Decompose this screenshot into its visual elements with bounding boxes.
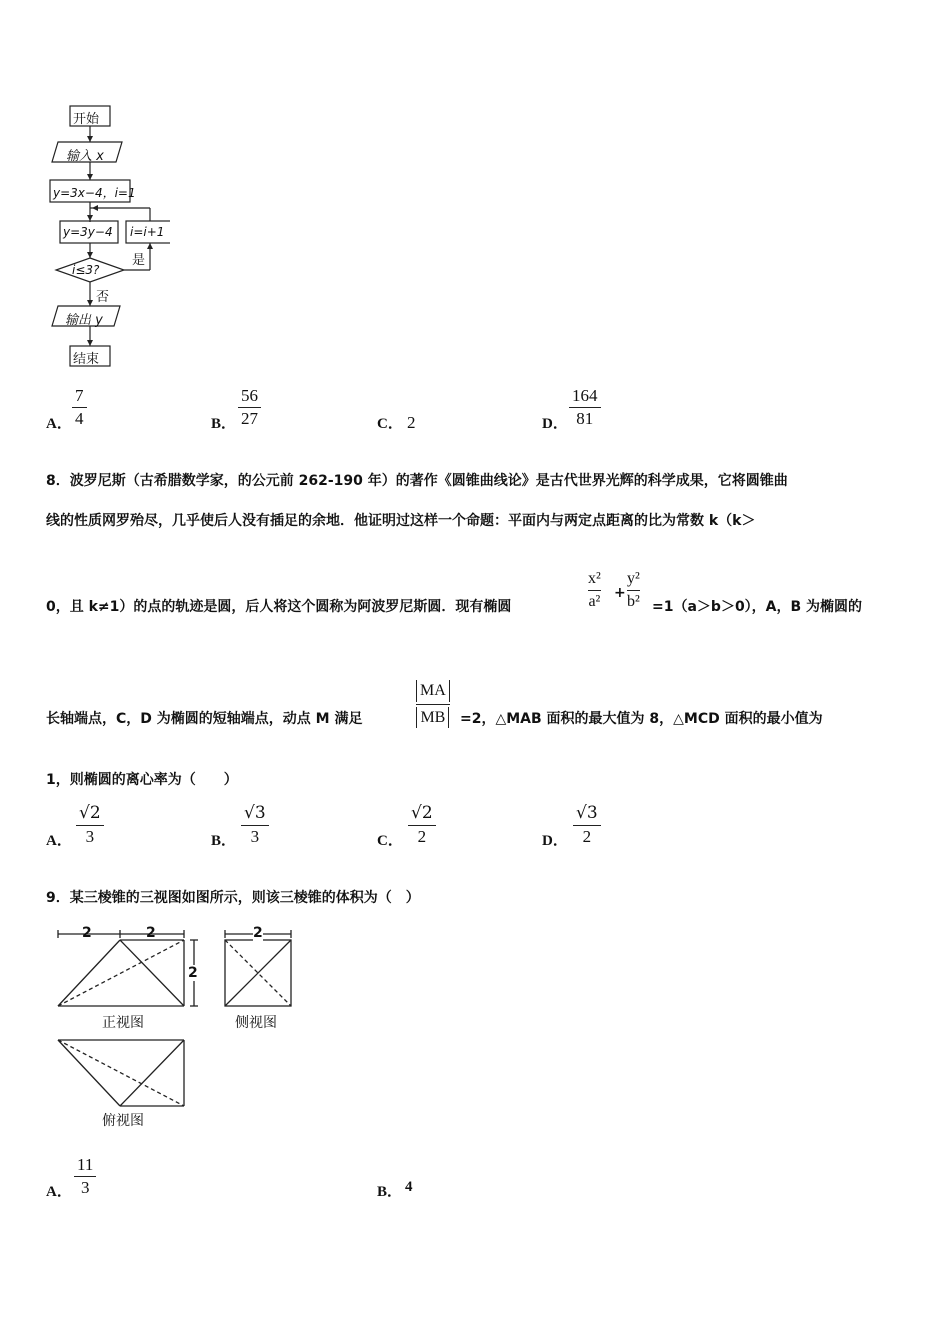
q7-option-d-label: D． <box>542 416 568 432</box>
q8-option-b-label: B． <box>211 833 237 849</box>
flow-input: 输入 x <box>66 149 104 164</box>
ratio-ma-mb: MA MB <box>416 680 450 728</box>
flow-yes: 是 <box>132 253 146 268</box>
q9-question: 9．某三棱锥的三视图如图所示，则该三棱锥的体积为（ ） <box>46 890 420 906</box>
q7-option-b-value: 56 27 <box>238 386 261 428</box>
flow-output: 输出 y <box>65 313 103 328</box>
top-view-label: 俯视图 <box>102 1113 144 1129</box>
q8-line-2: 线的性质网罗殆尽，几乎使后人没有插足的余地．他证明过这样一个命题：平面内与两定点距离的比为常数 k（k＞ <box>46 513 756 529</box>
q8-option-d-label: D． <box>542 833 568 849</box>
three-view-figure <box>50 922 310 1132</box>
q9-option-b-label: B． <box>377 1184 403 1200</box>
q8-option-b-value: √3 3 <box>241 804 269 846</box>
flow-cond: i≤3? <box>72 263 100 277</box>
q8-line-3a: 0，且 k≠1）的点的轨迹是圆，后人将这个圆称为阿波罗尼斯圆．现有椭圆 <box>46 599 512 615</box>
q7-option-c-label: C． <box>377 416 403 432</box>
q9-option-a-value: 11 3 <box>74 1155 96 1197</box>
q7-option-d-value: 164 81 <box>569 386 601 428</box>
ellipse-plus: + <box>614 585 626 601</box>
flow-inc: i=i+1 <box>130 225 165 239</box>
q8-line-3b: =1（a＞b＞0），A，B 为椭圆的 <box>652 599 863 615</box>
q8-line-1: 8．波罗尼斯（古希腊数学家，的公元前 262-190 年）的著作《圆锥曲线论》是古代世界光辉的科学成果，它将圆锥曲 <box>46 473 788 489</box>
flow-start: 开始 <box>73 112 100 127</box>
q9-option-b-value: 4 <box>405 1179 413 1195</box>
q8-option-c-label: C． <box>377 833 403 849</box>
flowchart <box>40 100 170 375</box>
q7-option-a-label: A． <box>46 416 72 432</box>
flow-init: y=3x−4，i=1 <box>53 186 136 200</box>
q7-option-a-value: 7 4 <box>72 386 87 428</box>
ellipse-x-term: x² a² <box>588 570 601 610</box>
ellipse-y-term: y² b² <box>627 570 640 610</box>
q8-line-4a: 长轴端点，C，D 为椭圆的短轴端点，动点 M 满足 <box>46 711 363 727</box>
dim-front-height: 2 <box>188 965 198 981</box>
dim-side-width: 2 <box>253 925 263 941</box>
q8-line-5: 1，则椭圆的离心率为（ ） <box>46 772 238 788</box>
flow-no: 否 <box>96 290 110 305</box>
q8-option-a-value: √2 3 <box>76 804 104 846</box>
side-view-label: 侧视图 <box>235 1015 277 1031</box>
dim-front-left: 2 <box>82 925 92 941</box>
q7-option-c-value: 2 <box>407 413 416 432</box>
q8-option-a-label: A． <box>46 833 72 849</box>
q8-option-d-value: √3 2 <box>573 804 601 846</box>
q8-line-4b: =2，△MAB 面积的最大值为 8，△MCD 面积的最小值为 <box>460 711 823 727</box>
flow-end: 结束 <box>73 352 100 367</box>
dim-front-right: 2 <box>146 925 156 941</box>
q9-option-a-label: A． <box>46 1184 72 1200</box>
q7-option-b-label: B． <box>211 416 237 432</box>
front-view-label: 正视图 <box>102 1015 144 1031</box>
q8-option-c-value: √2 2 <box>408 804 436 846</box>
flow-calc: y=3y−4 <box>63 225 113 239</box>
